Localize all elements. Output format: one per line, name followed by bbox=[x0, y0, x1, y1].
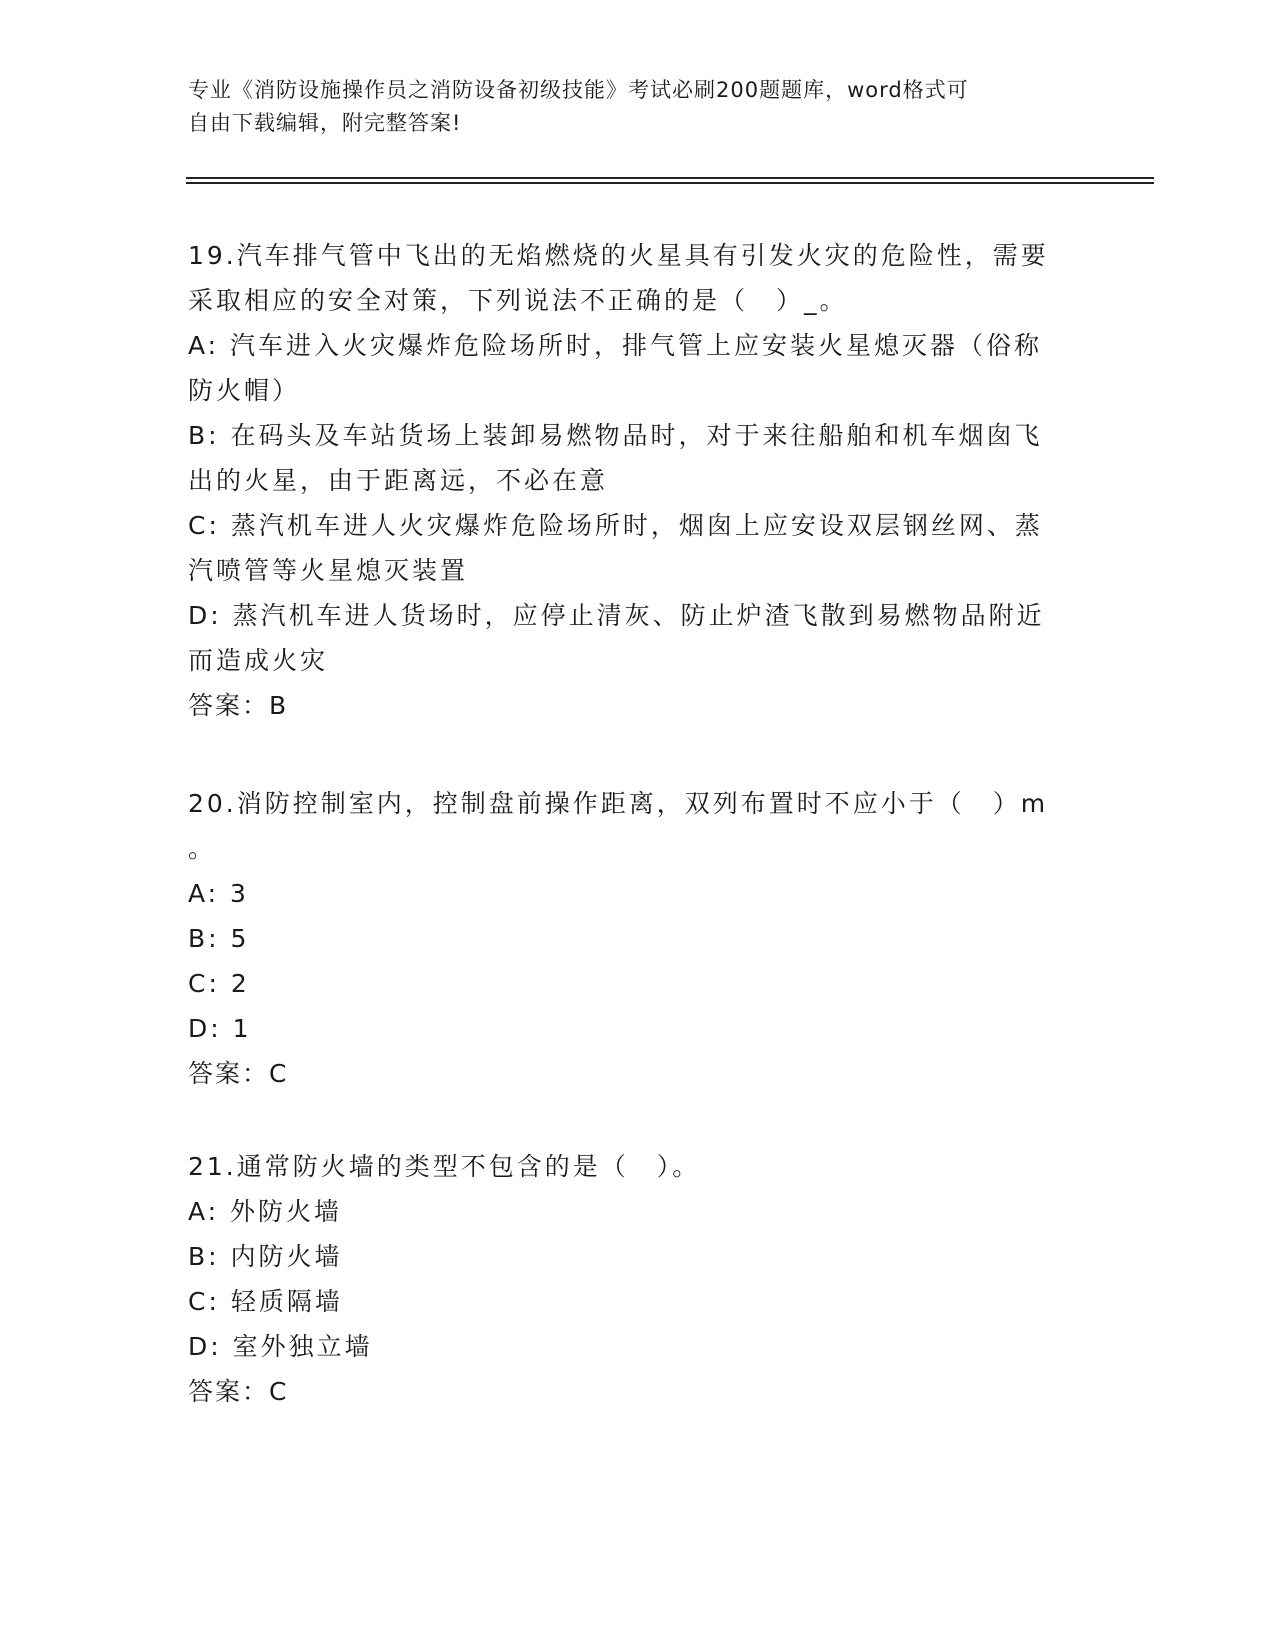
document-header bbox=[188, 74, 1068, 140]
option-line: C: 蒸汽机车进人火灾爆炸危险场所时，烟囱上应安设双层钢丝网、蒸 bbox=[188, 511, 1043, 540]
question-stem-line: 19.汽车排气管中飞出的无焰燃烧的火星具有引发火灾的危险性，需要 bbox=[188, 241, 1049, 270]
question-stem bbox=[188, 781, 1068, 871]
answer-label: 答案：B bbox=[188, 691, 289, 720]
option-a bbox=[188, 323, 1068, 413]
answer-label: 答案：C bbox=[188, 1377, 289, 1406]
option-b bbox=[188, 413, 1068, 503]
answer-label: 答案：C bbox=[188, 1059, 289, 1088]
option-c bbox=[188, 503, 1068, 593]
question-stem-line: 。 bbox=[188, 834, 217, 863]
option-d bbox=[188, 593, 1068, 683]
header-line-1: 专业《消防设施操作员之消防设备初级技能》考试必刷200题题库，word格式可 bbox=[188, 78, 969, 102]
option-c: C: 2 bbox=[188, 969, 250, 998]
option-b: B: 内防火墙 bbox=[188, 1242, 343, 1271]
header-divider-top bbox=[186, 177, 1154, 179]
option-line: 汽喷管等火星熄灭装置 bbox=[188, 556, 469, 585]
question-stem-line: 20.消防控制室内，控制盘前操作距离，双列布置时不应小于（ ）m bbox=[188, 789, 1049, 818]
option-d: D: 1 bbox=[188, 1014, 252, 1043]
option-line: A: 汽车进入火灾爆炸危险场所时，排气管上应安装火星熄灭器（俗称 bbox=[188, 331, 1043, 360]
option-a: A: 3 bbox=[188, 879, 249, 908]
header-divider-bottom bbox=[186, 182, 1154, 184]
option-line: 而造成火灾 bbox=[188, 646, 329, 675]
option-b: B: 5 bbox=[188, 924, 250, 953]
question-stem bbox=[188, 233, 1068, 323]
question-stem bbox=[188, 1144, 1068, 1189]
option-line: D: 蒸汽机车进人货场时，应停止清灰、防止炉渣飞散到易燃物品附近 bbox=[188, 601, 1045, 630]
question-stem-line: 采取相应的安全对策，下列说法不正确的是（ ）_。 bbox=[188, 286, 848, 315]
question-19 bbox=[188, 233, 1068, 728]
option-a: A: 外防火墙 bbox=[188, 1197, 343, 1226]
question-20 bbox=[188, 781, 1068, 1096]
option-c: C: 轻质隔墙 bbox=[188, 1287, 343, 1316]
option-line: 出的火星，由于距离远，不必在意 bbox=[188, 466, 609, 495]
option-d: D: 室外独立墙 bbox=[188, 1332, 373, 1361]
header-line-2: 自由下载编辑，附完整答案! bbox=[188, 111, 462, 135]
question-21 bbox=[188, 1144, 1068, 1414]
option-line: 防火帽） bbox=[188, 376, 301, 405]
option-line: B: 在码头及车站货场上装卸易燃物品时，对于来往船舶和机车烟囱飞 bbox=[188, 421, 1043, 450]
question-stem-line: 21.通常防火墙的类型不包含的是（ ）。 bbox=[188, 1152, 701, 1181]
